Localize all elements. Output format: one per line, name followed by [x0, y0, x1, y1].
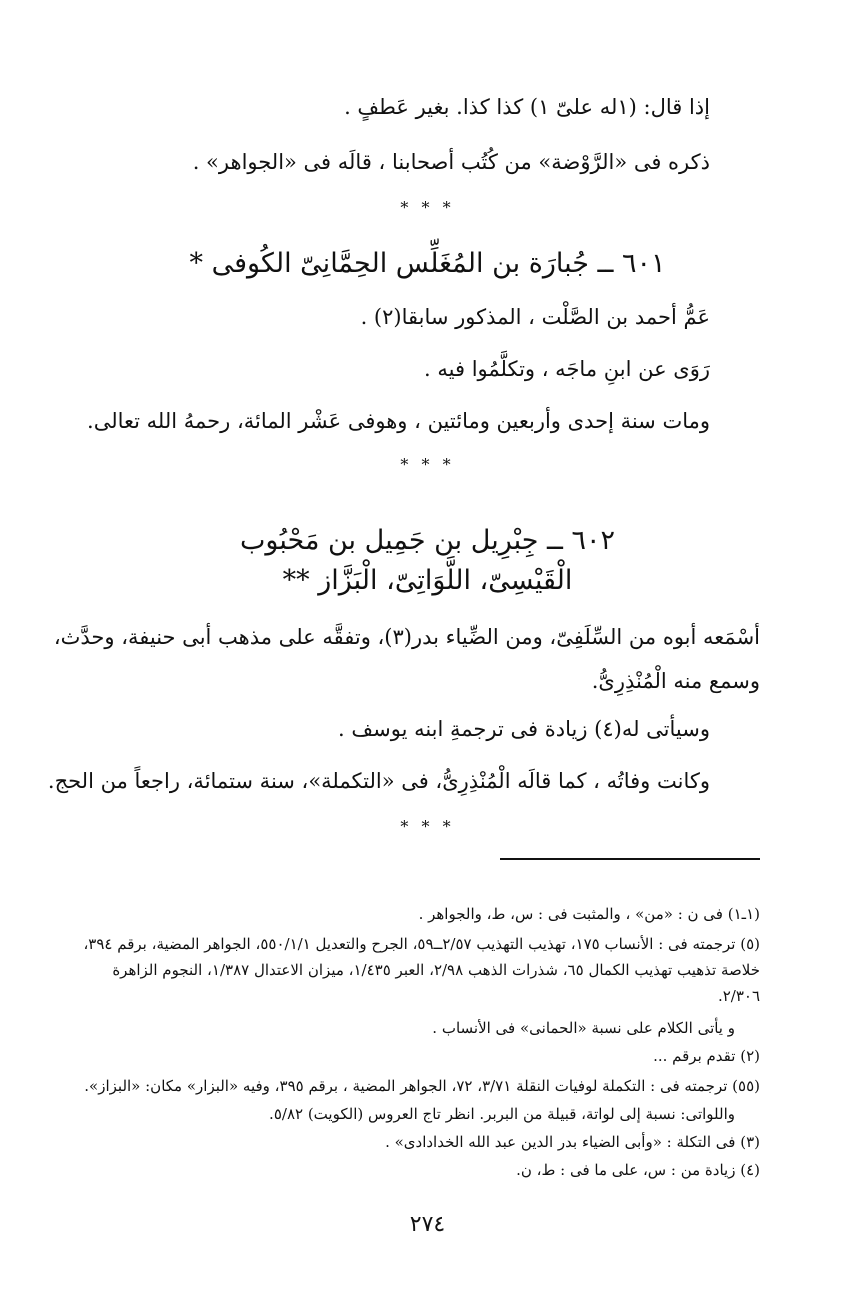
entry-title-602-line2: الْقَيْسِىّ، اللَّوَاتِىّ، الْبَزَّاز **	[282, 565, 573, 596]
footnote: (٥) ترجمته فى : الأنساب ١٧٥، تهذيب التهذيب ٢/٥٧ــ٥٩، الجرح والتعديل ٥٥٠/١/١، الجواهر المضية، برقم ٣٩٤،	[83, 935, 760, 953]
page-number: ٢٧٤	[409, 1212, 446, 1237]
text-line: ذكره فى «الرَّوْضة» من كُتُب أصحابنا ، قالَه فى «الجواهر» .	[192, 150, 710, 174]
footnote-rule	[500, 858, 760, 860]
text-line: أسْمَعه أبوه من السِّلَفِىّ، ومن الضِّياء بدر(٣)، وتفقَّه على مذهب أبى حنيفة، وحدَّث،	[53, 625, 760, 649]
entry-title-602-line1: ٦٠٢ ــ جِبْرِيل بن جَمِيل بن مَحْبُوب	[240, 525, 615, 556]
footnote: (٢) تقدم برقم ...	[653, 1047, 760, 1065]
footnote: و يأتى الكلام على نسبة «الحمانى» فى الأنساب .	[432, 1019, 735, 1037]
text-line: إذا قال: (١له علىّ ١) كذا كذا. بغير عَطفٍ .	[344, 95, 710, 119]
footnote: (٤) زيادة من : س، على ما فى : ط، ن.	[516, 1161, 760, 1179]
footnote: واللواتى: نسبة إلى لواتة، قبيلة من البربر. انظر تاج العروس (الكويت) ٥/٨٢.	[269, 1105, 735, 1123]
section-separator: * * *	[400, 198, 455, 217]
footnote: (٥٥) ترجمته فى : التكملة لوفيات النقلة ٣/٧١، ٧٢، الجواهر المضية ، برقم ٣٩٥، وفيه «البزار» مكان: «البزاز».	[84, 1077, 760, 1095]
text-line: ومات سنة إحدى وأربعين ومائتين ، وهوفى عَشْر المائة، رحمهُ الله تعالى.	[87, 409, 710, 433]
text-line: وسمع منه الْمُنْذِرِىُّ.	[591, 669, 760, 693]
text-line: وكانت وفاتُه ، كما قالَه الْمُنْذِرِىُّ، فى «التكملة»، سنة ستمائة، راجعاً من الحج.	[47, 769, 710, 793]
section-separator: * * *	[400, 817, 455, 836]
text-line: عَمُّ أحمد بن الصَّلْت ، المذكور سابقا(٢) .	[360, 305, 710, 329]
footnote: ٢/٣٠٦.	[717, 987, 760, 1005]
entry-title-601: ٦٠١ ــ جُبارَة بن المُغَلِّس الحِمَّانِىّ الكُوفى *	[189, 248, 666, 279]
section-separator: * * *	[400, 455, 455, 474]
text-line: وسيأتى له(٤) زيادة فى ترجمةِ ابنه يوسف .	[338, 717, 710, 741]
footnote: (٣) فى التكلة : «وأبى الضياء بدر الدين عبد الله الخدادادى» .	[385, 1133, 760, 1151]
footnote: خلاصة تذهيب تهذيب الكمال ٦٥، شذرات الذهب ٢/٩٨، العبر ١/٤٣٥، ميزان الاعتدال ١/٣٨٧، النجوم الزاهرة	[112, 961, 760, 979]
footnote: (١ـ١) فى ن : «من» ، والمثبت فى : س، ط، والجواهر .	[418, 905, 760, 923]
text-line: رَوَى عن ابنِ ماجَه ، وتكلَّمُوا فيه .	[424, 357, 710, 381]
